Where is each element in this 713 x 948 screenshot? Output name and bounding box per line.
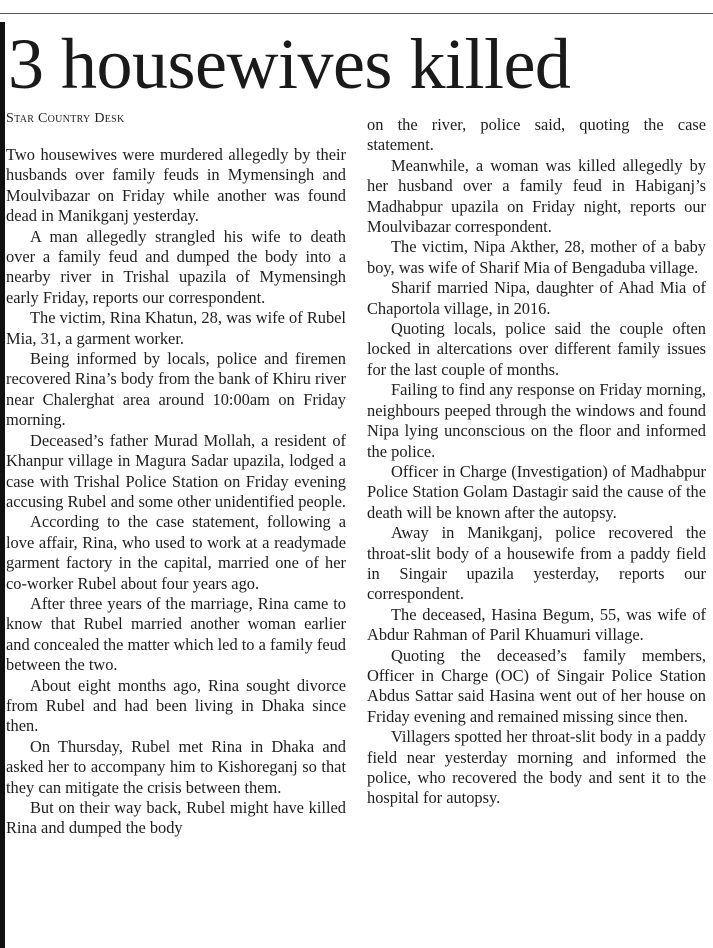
- paragraph: After three years of the marriage, Rina came to know that Rubel married another woman earlier and concealed the matter which led to a family feud between the two.: [6, 593, 346, 675]
- paragraph: The deceased, Hasina Begum, 55, was wife of Abdur Rahman of Paril Khuamuri village.: [367, 604, 706, 645]
- paragraph: But on their way back, Rubel might have killed Rina and dumped the body: [6, 798, 346, 838]
- paragraph: Sharif married Nipa, daughter of Ahad Mia of Chaportola village, in 2016.: [367, 278, 706, 318]
- paragraph: Quoting locals, police said the couple often locked in altercations over different family issues for the last couple of months.: [367, 319, 706, 379]
- article-column-left: [6, 145, 346, 948]
- article-byline: Star Country Desk: [6, 111, 125, 126]
- paragraph: Away in Manikganj, police recovered the throat-slit body of a housewife from a paddy field in Singair upazila yesterday, reports our correspondent.: [367, 523, 706, 604]
- paragraph: on the river, police said, quoting the case statement.: [367, 115, 706, 155]
- paragraph: Quoting the deceased’s family members, Officer in Charge (OC) of Singair Police Station Abdus Sattar said Hasina went out of her house on Friday evening and remained missing since then.: [367, 645, 706, 726]
- article-column-right: [367, 115, 706, 948]
- article-headline: 3 housewives killed: [8, 24, 571, 104]
- paragraph: Officer in Charge (Investigation) of Madhabpur Police Station Golam Dastagir said the cause of the death will be known after the autopsy.: [367, 461, 706, 522]
- paragraph: A man allegedly strangled his wife to death over a family feud and dumped the body into a nearby river in Trishal upazila of Mymensingh early Friday, reports our correspondent.: [6, 226, 346, 307]
- paragraph: According to the case statement, following a love affair, Rina, who used to work at a readymade garment factory in the capital, married one of her co-worker Rubel about four years ago.: [6, 512, 346, 593]
- paragraph: The victim, Nipa Akther, 28, mother of a baby boy, was wife of Sharif Mia of Bengaduba village.: [367, 237, 706, 277]
- paragraph: The victim, Rina Khatun, 28, was wife of Rubel Mia, 31, a garment worker.: [6, 308, 346, 348]
- left-margin-bar: [0, 22, 5, 948]
- paragraph: About eight months ago, Rina sought divorce from Rubel and had been living in Dhaka since then.: [6, 675, 346, 736]
- paragraph: Failing to find any response on Friday morning, neighbours peeped through the windows and found Nipa lying unconscious on the floor and informed the police.: [367, 380, 706, 461]
- paragraph: Two housewives were murdered allegedly by their husbands over family feuds in Mymensingh and Moulvibazar on Friday while another was found dead in Manikganj yesterday.: [6, 145, 346, 226]
- paragraph: Being informed by locals, police and firemen recovered Rina’s body from the bank of Khiru river near Chalerghat area around 10:00am on Friday morning.: [6, 349, 346, 430]
- paragraph: Deceased’s father Murad Mollah, a resident of Khanpur village in Magura Sadar upazila, lodged a case with Trishal Police Station on Friday evening accusing Rubel and some other unidentified people.: [6, 430, 346, 511]
- top-rule: [0, 13, 713, 14]
- paragraph: Meanwhile, a woman was killed allegedly by her husband over a family feud in Habiganj’s Madhabpur upazila on Friday night, reports our Moulvibazar correspondent.: [367, 155, 706, 237]
- paragraph: On Thursday, Rubel met Rina in Dhaka and asked her to accompany him to Kishoreganj so that they can mitigate the crisis between them.: [6, 736, 346, 797]
- paragraph: Villagers spotted her throat-slit body in a paddy field near yesterday morning and informed the police, who recovered the body and sent it to the hospital for autopsy.: [367, 727, 706, 808]
